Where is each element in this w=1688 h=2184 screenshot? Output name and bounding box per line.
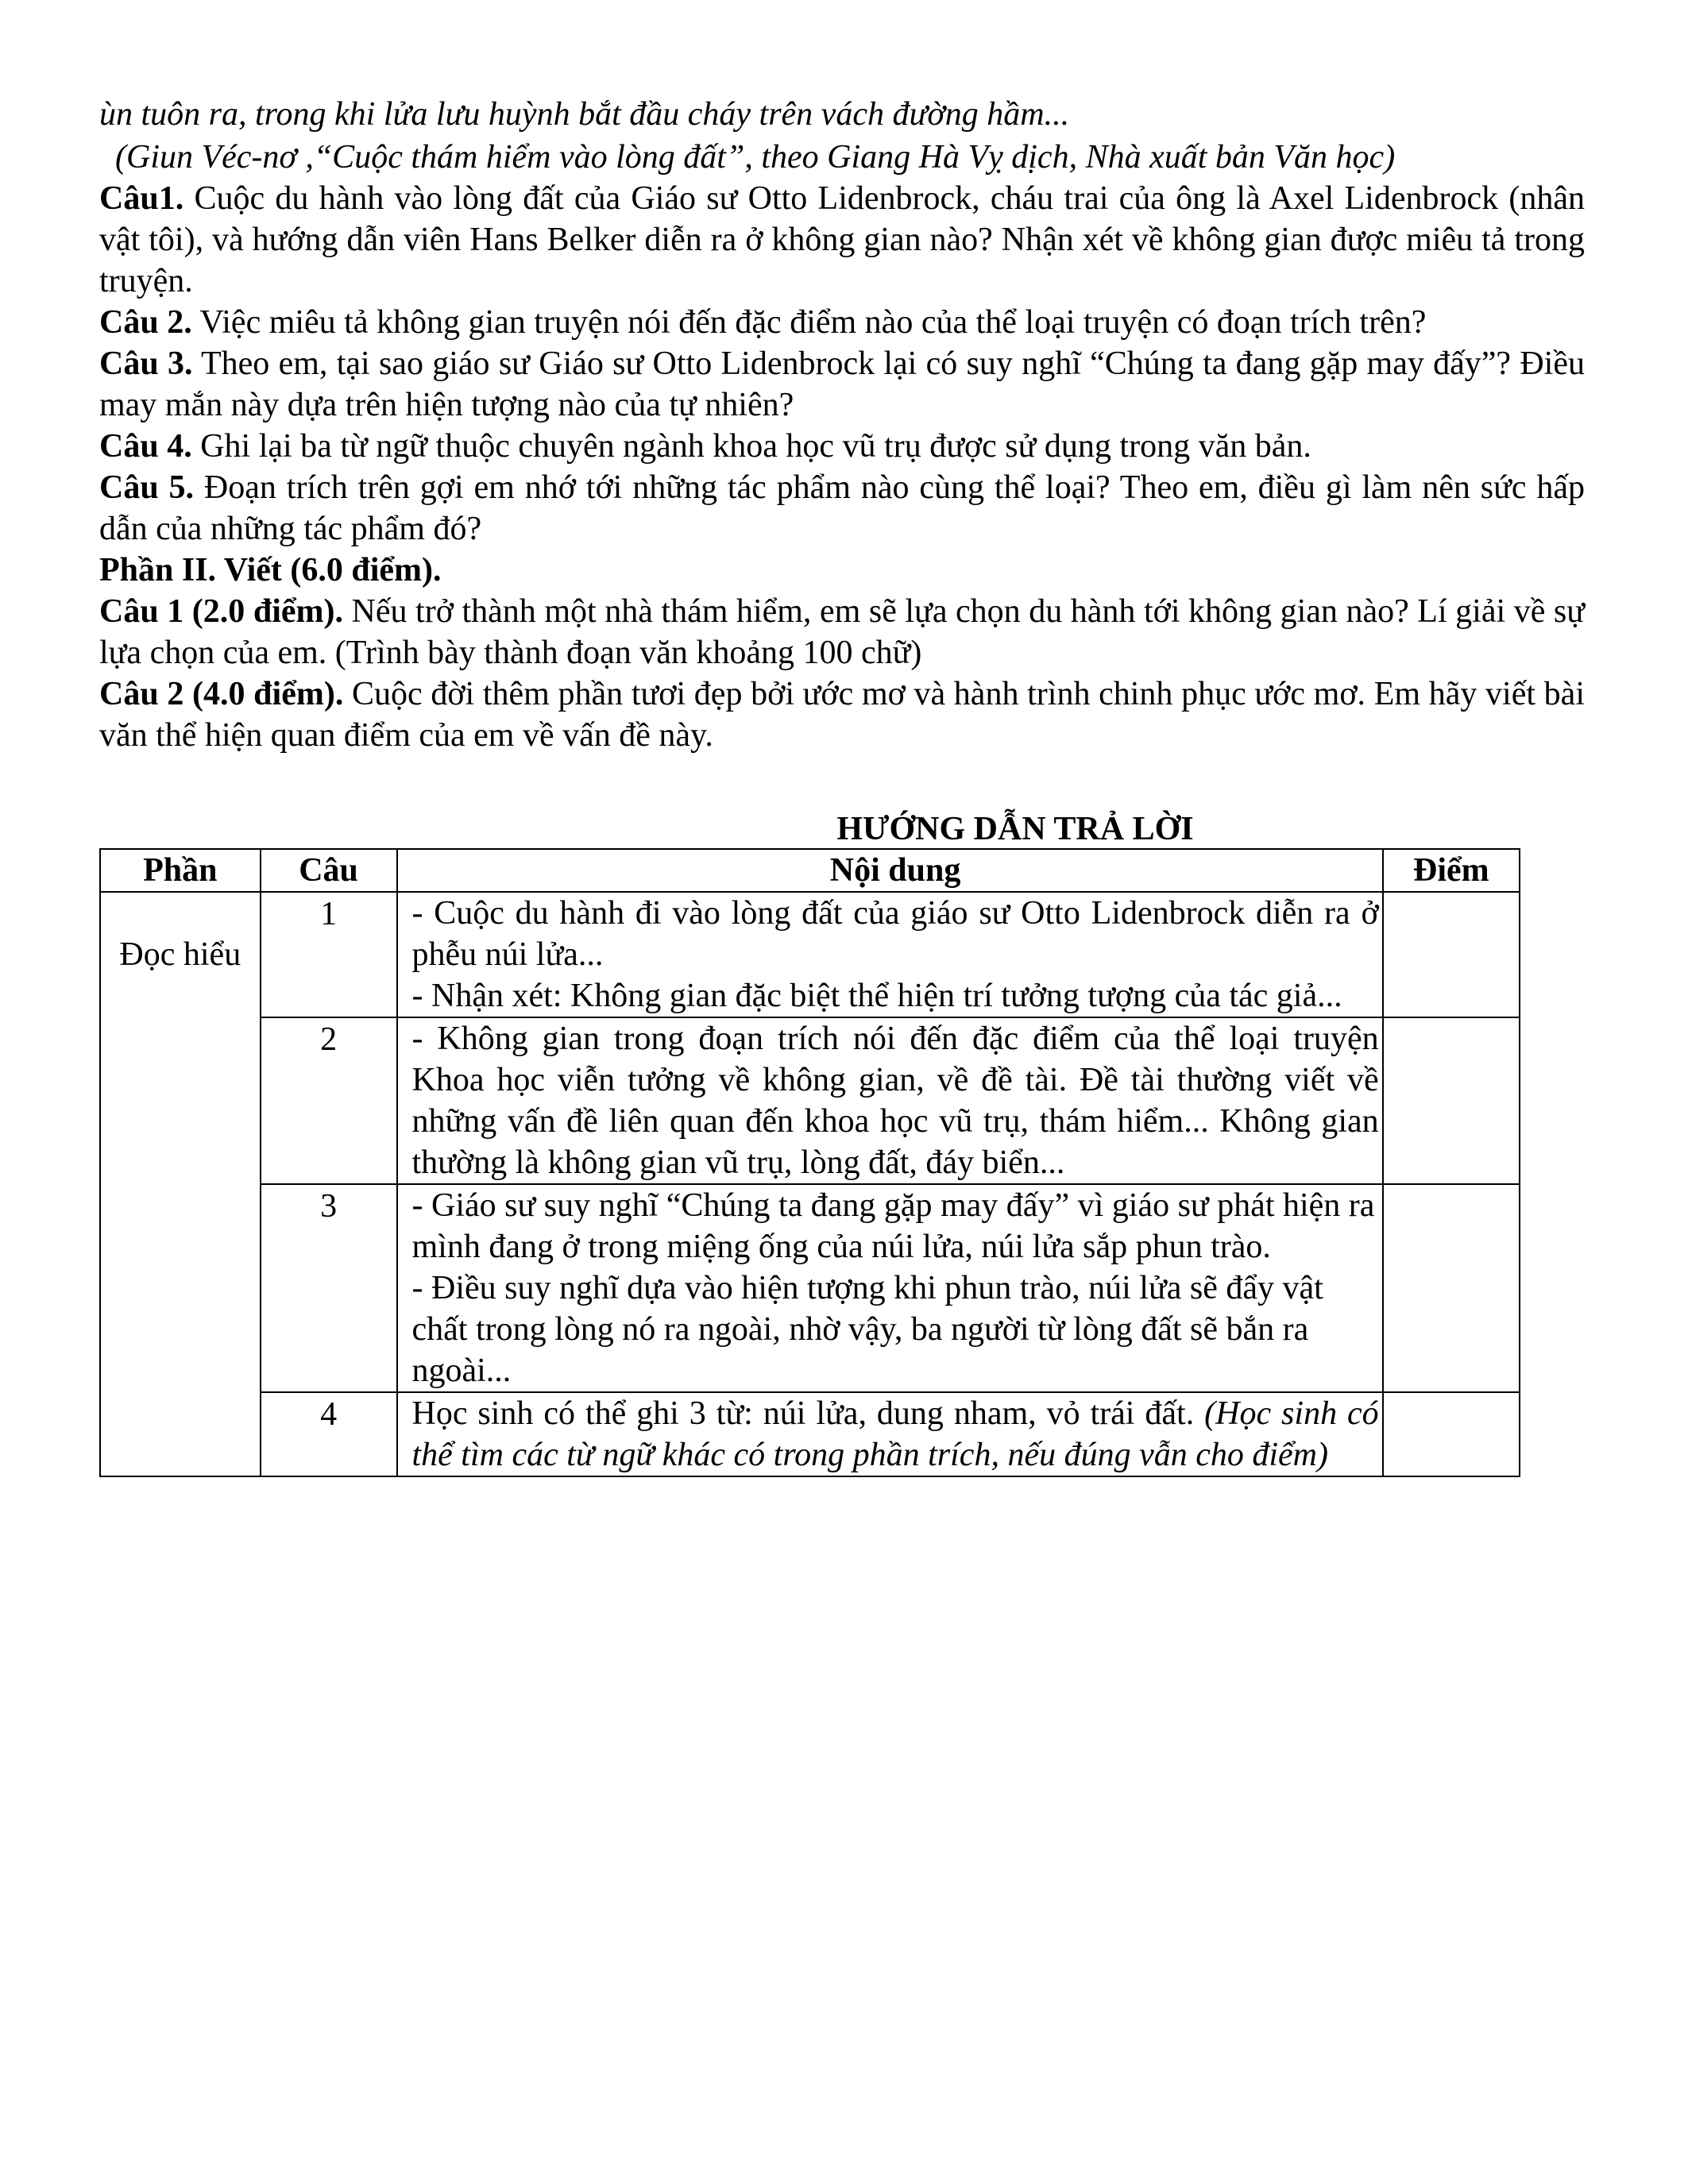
- question-number: 3: [261, 1184, 397, 1392]
- score-cell: [1383, 892, 1520, 1017]
- answer-line: Học sinh có thể ghi 3 từ: núi lửa, dung nham, vỏ trái đất.: [411, 1395, 1195, 1432]
- answer-content: [397, 892, 1383, 1017]
- answer-line: - Nhận xét: Không gian đặc biệt thể hiện trí tưởng tượng của tác giả...: [411, 978, 1342, 1014]
- document-page: [99, 94, 1586, 1473]
- question-label: Câu1.: [99, 180, 184, 217]
- part2-heading: Phần II. Viết (6.0 điểm).: [99, 552, 442, 588]
- question-text: Ghi lại ba từ ngữ thuộc chuyên ngành khoa học vũ trụ được sử dụng trong văn bản.: [191, 428, 1311, 465]
- table-row: [100, 892, 1520, 1017]
- writing-task-2: [99, 673, 1585, 756]
- question-label: Câu 5.: [99, 469, 195, 506]
- answer-line: - Điều suy nghĩ dựa vào hiện tượng khi phun trào, núi lửa sẽ đẩy vật chất trong lòng nó ra ngoài, nhờ vậy, ba người từ lòng đất sẽ bắn ra ngoài...: [411, 1270, 1323, 1389]
- intro-line: ùn tuôn ra, trong khi lửa lưu huỳnh bắt đầu cháy trên vách đường hầm...: [99, 96, 1070, 133]
- score-cell: [1383, 1017, 1520, 1184]
- table-row: [100, 1392, 1520, 1476]
- score-cell: [1383, 1392, 1520, 1476]
- question-label: Câu 2.: [99, 304, 192, 341]
- question-text: Việc miêu tả không gian truyện nói đến đặc điểm nào của thể loại truyện có đoạn trích trên?: [191, 304, 1427, 341]
- question-2: [99, 302, 1585, 343]
- answer-line: - Giáo sư suy nghĩ “Chúng ta đang gặp may đấy” vì giáo sư phát hiện ra mình đang ở trong miệng ống của núi lửa, núi lửa sắp phun trào.: [411, 1187, 1375, 1265]
- question-number: 2: [261, 1017, 397, 1184]
- section-cell: Đọc hiểu: [100, 892, 261, 1476]
- answer-note: (Học sinh có thể tìm các từ ngữ khác có trong phần trích, nếu đúng vẫn cho điểm): [411, 1395, 1379, 1473]
- question-5: [99, 467, 1585, 550]
- question-text: Theo em, tại sao giáo sư Giáo sư Otto Lidenbrock lại có suy nghĩ “Chúng ta đang gặp may đấy”? Điều may mắn này dựa trên hiện tượng nào của tự nhiên?: [99, 345, 1585, 423]
- answer-table: [99, 848, 1520, 1477]
- table-header-row: [100, 849, 1520, 892]
- header-diem: Điểm: [1383, 849, 1520, 892]
- answer-content: [397, 1392, 1383, 1476]
- table-row: [100, 1017, 1520, 1184]
- table-row: [100, 1184, 1520, 1392]
- question-label: Câu 3.: [99, 345, 193, 382]
- question-label: Câu 4.: [99, 428, 192, 465]
- answer-line: - Không gian trong đoạn trích nói đến đặc điểm của thể loại truyện Khoa học viễn tưởng về không gian, về đề tài. Đề tài thường viết về những vấn đề liên quan đến khoa học vũ trụ, thám hiểm... Không gian thường là không gian vũ trụ, lòng đất, đáy biển...: [411, 1021, 1379, 1181]
- question-text: Đoạn trích trên gợi em nhớ tới những tác phẩm nào cùng thể loại? Theo em, điều gì làm nên sức hấp dẫn của những tác phẩm đó?: [99, 469, 1585, 547]
- question-3: [99, 343, 1585, 426]
- score-cell: [1383, 1184, 1520, 1392]
- writing-task-1: [99, 591, 1585, 673]
- task-text: Nếu trở thành một nhà thám hiểm, em sẽ lựa chọn du hành tới không gian nào? Lí giải về sự lựa chọn của em. (Trình bày thành đoạn văn khoảng 100 chữ): [99, 593, 1586, 671]
- answer-line: - Cuộc du hành đi vào lòng đất của giáo sư Otto Lidenbrock diễn ra ở phễu núi lửa...: [411, 895, 1379, 973]
- question-1: [99, 178, 1585, 302]
- answer-content: [397, 1017, 1383, 1184]
- header-cau: Câu: [261, 849, 397, 892]
- answer-guide-title: HƯỚNG DẪN TRẢ LỜI: [836, 811, 1194, 847]
- question-number: 1: [261, 892, 397, 1017]
- answer-content: [397, 1184, 1383, 1392]
- question-text: Cuộc du hành vào lòng đất của Giáo sư Otto Lidenbrock, cháu trai của ông là Axel Lidenbrock (nhân vật tôi), và hướng dẫn viên Hans Belker diễn ra ở không gian nào? Nhận xét về không gian được miêu tả trong truyện.: [99, 180, 1585, 299]
- question-number: 4: [261, 1392, 397, 1476]
- task-label: Câu 2 (4.0 điểm).: [99, 676, 344, 712]
- task-text: Cuộc đời thêm phần tươi đẹp bởi ước mơ và hành trình chinh phục ước mơ. Em hãy viết bài văn thể hiện quan điểm của em về vấn đề này.: [99, 676, 1585, 754]
- source-citation: (Giun Véc-nơ ,“Cuộc thám hiểm vào lòng đất”, theo Giang Hà Vỵ dịch, Nhà xuất bản Văn học): [115, 139, 1396, 176]
- question-4: [99, 426, 1585, 467]
- header-phan: Phần: [100, 849, 261, 892]
- task-label: Câu 1 (2.0 điểm).: [99, 593, 343, 630]
- header-noi-dung: Nội dung: [397, 849, 1383, 892]
